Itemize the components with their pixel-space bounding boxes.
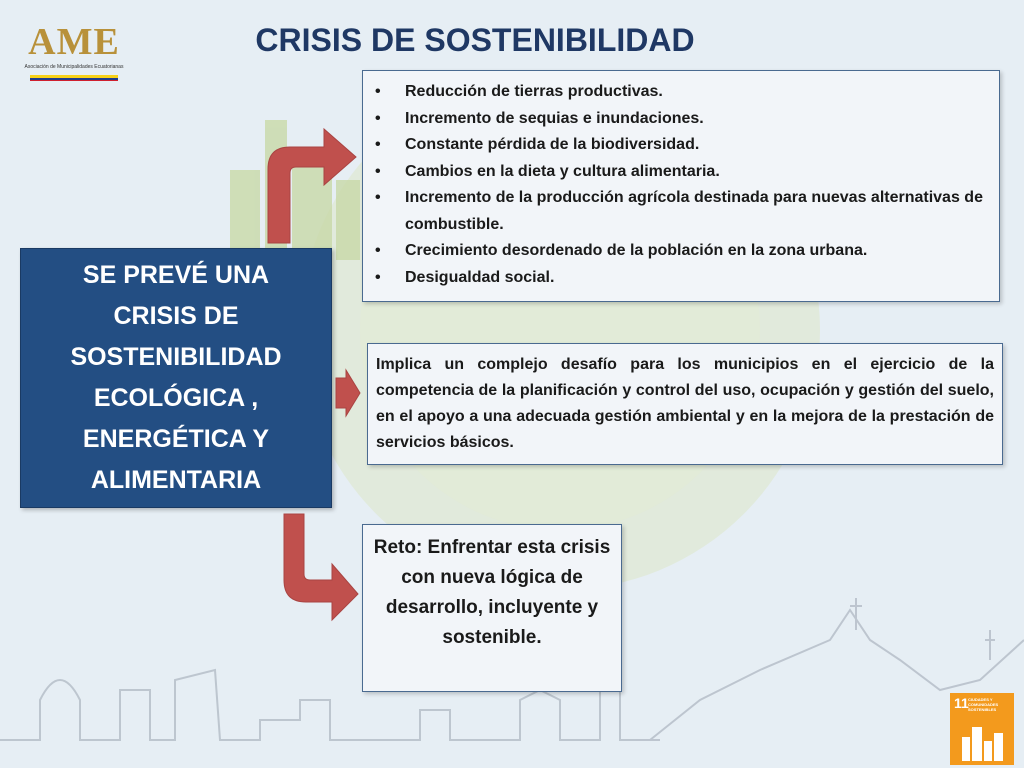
logo-wordmark: AME <box>28 21 120 63</box>
causes-list-box <box>362 70 1000 302</box>
ame-logo <box>24 20 124 90</box>
cause-item: • Constante pérdida de la biodiversidad. <box>405 132 987 159</box>
sdg-number: 11 <box>954 695 969 711</box>
page-title: CRISIS DE SOSTENIBILIDAD <box>255 22 695 58</box>
cause-item: • Incremento de sequias e inundaciones. <box>405 106 987 133</box>
implication-text: Implica un complejo desafío para los municipios en el ejercicio de la competencia de la planificación y control del uso, ocupación y gestión del suelo, en el apoyo a una adecuada gestión ambiental y en la mejora de la prestación de servicios básicos. <box>376 356 994 451</box>
challenge-box <box>362 524 622 692</box>
logo-flag-stripes <box>30 75 118 81</box>
implication-box <box>367 343 1003 465</box>
causes-list <box>363 71 999 291</box>
sdg-11-badge <box>950 693 1014 765</box>
main-statement-text: SE PREVÉ UNA CRISIS DE SOSTENIBILIDAD ECOLÓGICA , ENERGÉTICA Y ALIMENTARIA <box>70 261 282 494</box>
city-buildings-icon <box>960 723 1006 761</box>
arrow-right-icon <box>334 368 362 418</box>
cause-item: • Desigualdad social. <box>405 265 987 292</box>
main-statement-box <box>20 248 332 508</box>
cause-item: • Incremento de la producción agrícola destinada para nuevas alternativas de combustible. <box>405 185 987 238</box>
logo-subtitle: Asociación de Municipalidades Ecuatorianas <box>24 64 124 70</box>
cause-item: • Reducción de tierras productivas. <box>405 79 987 106</box>
cause-item: • Crecimiento desordenado de la población en la zona urbana. <box>405 238 987 265</box>
arrow-down-right-icon <box>280 512 360 622</box>
cause-item: • Cambios en la dieta y cultura alimentaria. <box>405 159 987 186</box>
arrow-up-right-icon <box>262 125 362 245</box>
challenge-text: Reto: Enfrentar esta crisis con nueva lógica de desarrollo, incluyente y sostenible. <box>373 537 611 648</box>
sdg-label: CIUDADES Y COMUNIDADES SOSTENIBLES <box>968 697 999 712</box>
flag-stripe-red <box>30 80 118 82</box>
